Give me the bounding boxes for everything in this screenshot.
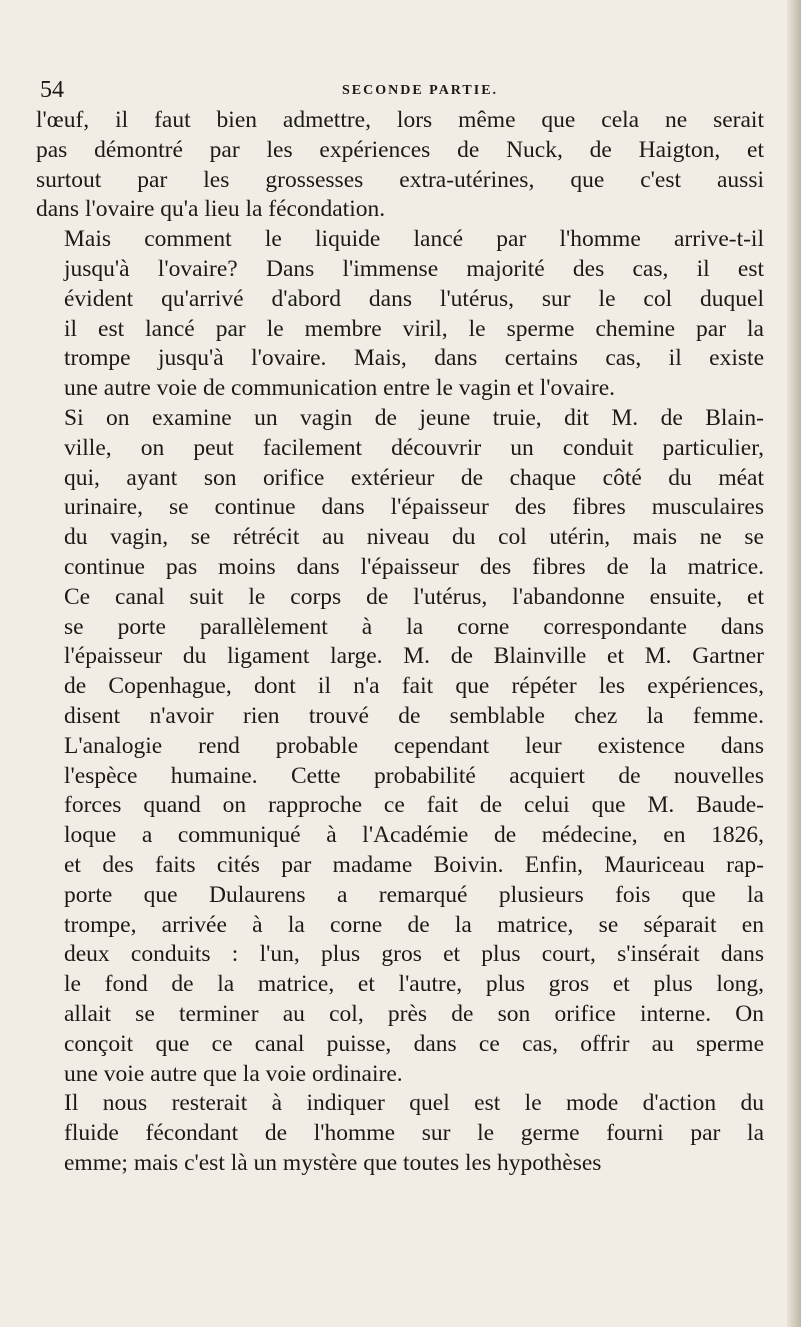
text-line: continue pas moins dans l'épaisseur des fibres de la matrice.: [64, 553, 764, 580]
paragraph: [36, 106, 764, 225]
text-line: deux conduits : l'un, plus gros et plus court, s'insérait dans: [64, 941, 764, 968]
text-line: urinaire, se continue dans l'épaisseur des fibres musculaires: [64, 494, 764, 521]
text-line: surtout par les grossesses extra-utérines, que c'est aussi: [36, 166, 764, 193]
text-line: forces quand on rapproche ce fait de celui que M. Baude-: [64, 792, 764, 819]
text-line: l'œuf, il faut bien admettre, lors même que cela ne serait: [36, 107, 764, 133]
text-line: Si on examine un vagin de jeune truie, dit M. de Blain-: [64, 404, 764, 431]
text-line: Ce canal suit le corps de l'utérus, l'abandonne ensuite, et: [64, 583, 764, 610]
text-line: L'analogie rend probable cependant leur existence dans: [64, 732, 764, 759]
text-line: qui, ayant son orifice extérieur de chaque côté du méat: [64, 464, 764, 491]
text-line: loque a communiqué à l'Académie de médecine, en 1826,: [64, 822, 764, 849]
text-line: le fond de la matrice, et l'autre, plus gros et plus long,: [64, 971, 764, 998]
text-line: il est lancé par le membre viril, le sperme chemine par la: [64, 315, 764, 342]
text-line: de Copenhague, dont il n'a fait que répéter les expériences,: [64, 673, 764, 700]
text-line: se porte parallèlement à la corne correspondante dans: [64, 613, 764, 640]
text-line: et des faits cités par madame Boivin. Enfin, Mauriceau rap-: [64, 851, 764, 878]
text-line: évident qu'arrivé d'abord dans l'utérus, sur le col duquel: [64, 285, 764, 312]
text-line: emme; mais c'est là un mystère que toutes les hypothèses: [64, 1149, 602, 1176]
text-line: trompe, arrivée à la corne de la matrice, se séparait en: [64, 911, 764, 938]
text-line: fluide fécondant de l'homme sur le germe fourni par la: [64, 1120, 764, 1147]
running-title: SECONDE PARTIE.: [342, 83, 499, 98]
text-line: jusqu'à l'ovaire? Dans l'immense majorité des cas, il est: [64, 255, 764, 282]
page-number: 54: [40, 77, 64, 103]
text-line: Il nous resterait à indiquer quel est le mode d'action du: [64, 1090, 764, 1117]
text-line: du vagin, se rétrécit au niveau du col utérin, mais ne se: [64, 524, 764, 551]
text-line: porte que Dulaurens a remarqué plusieurs fois que la: [64, 881, 764, 908]
text-line: une autre voie de communication entre le vagin et l'ovaire.: [64, 375, 616, 402]
text-line: pas démontré par les expériences de Nuck, de Haigton, et: [36, 136, 764, 163]
book-page: [36, 76, 764, 1179]
body-text: [36, 106, 764, 1179]
text-line: conçoit que ce canal puisse, dans ce cas, offrir au sperme: [64, 1030, 764, 1057]
text-line: dans l'ovaire qu'a lieu la fécondation.: [36, 196, 386, 223]
text-line: trompe jusqu'à l'ovaire. Mais, dans certains cas, il existe: [64, 345, 764, 372]
text-line: ville, on peut facilement découvrir un conduit particulier,: [64, 434, 764, 461]
text-line: une voie autre que la voie ordinaire.: [64, 1060, 403, 1087]
running-head: [36, 76, 764, 106]
text-line: l'espèce humaine. Cette probabilité acquiert de nouvelles: [64, 762, 764, 789]
text-line: disent n'avoir rien trouvé de semblable chez la femme.: [64, 702, 764, 729]
page-edge: [787, 0, 801, 1327]
text-line: Mais comment le liquide lancé par l'homme arrive-t-il: [64, 226, 764, 253]
text-line: l'épaisseur du ligament large. M. de Blainville et M. Gartner: [64, 643, 764, 670]
paragraph: [36, 1089, 764, 1178]
paragraph: [36, 404, 764, 1089]
paragraph: [36, 225, 764, 404]
text-line: allait se terminer au col, près de son orifice interne. On: [64, 1000, 764, 1027]
